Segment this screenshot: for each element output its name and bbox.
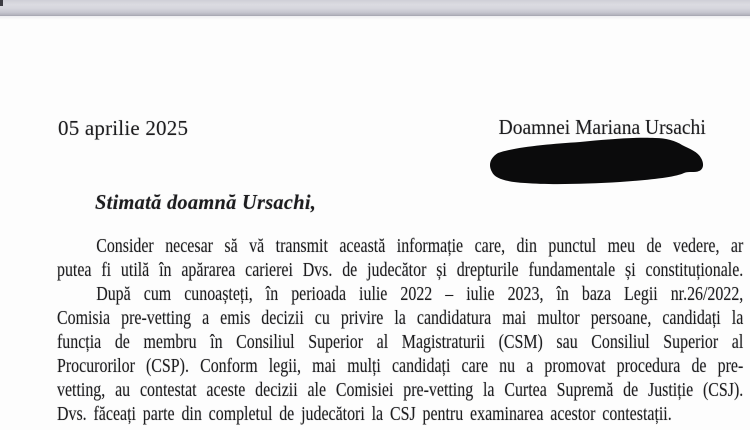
top-edge-shadow: [0, 16, 750, 20]
window-top-edge: [0, 0, 750, 16]
body-line: Consider necesar să vă transmit această informație care, din punctul meu de vedere, ar: [96, 236, 744, 257]
letter-body: [57, 235, 743, 427]
body-line: Comisia pre-vetting a emis decizii cu privire la candidatura mai multor persoane, candidați la: [57, 308, 744, 329]
body-line: Dvs. făceați parte din completul de judecători la CSJ pentru examinarea acestor contestații.: [57, 404, 672, 425]
letter-date: 05 aprilie 2025: [58, 116, 189, 140]
body-line: Procurorilor (CSP). Conform legii, mai mulți candidați care nu a promovat procedura de pre-: [57, 356, 744, 377]
body-line: putea fi utilă în apărarea carierei Dvs. de judecător și drepturile fundamentale și constituționale.: [57, 260, 744, 281]
body-line: După cum cunoașteți, în perioada iulie 2022 – iulie 2023, în baza Legii nr.26/2022,: [96, 284, 744, 305]
letter-salutation: Stimată doamnă Ursachi,: [95, 190, 317, 214]
body-line: vetting, au contestat aceste decizii ale Comisiei pre-vetting la Curtea Supremă de Justiție (CSJ).: [57, 380, 744, 401]
scan-corner-artifact: [0, 0, 3, 6]
redaction-marker-blob: [480, 134, 710, 190]
letter-recipient: Doamnei Mariana Ursachi: [498, 115, 706, 139]
body-line: funcția de membru în Consiliul Superior al Magistraturii (CSM) sau Consiliul Superior al: [57, 332, 744, 353]
